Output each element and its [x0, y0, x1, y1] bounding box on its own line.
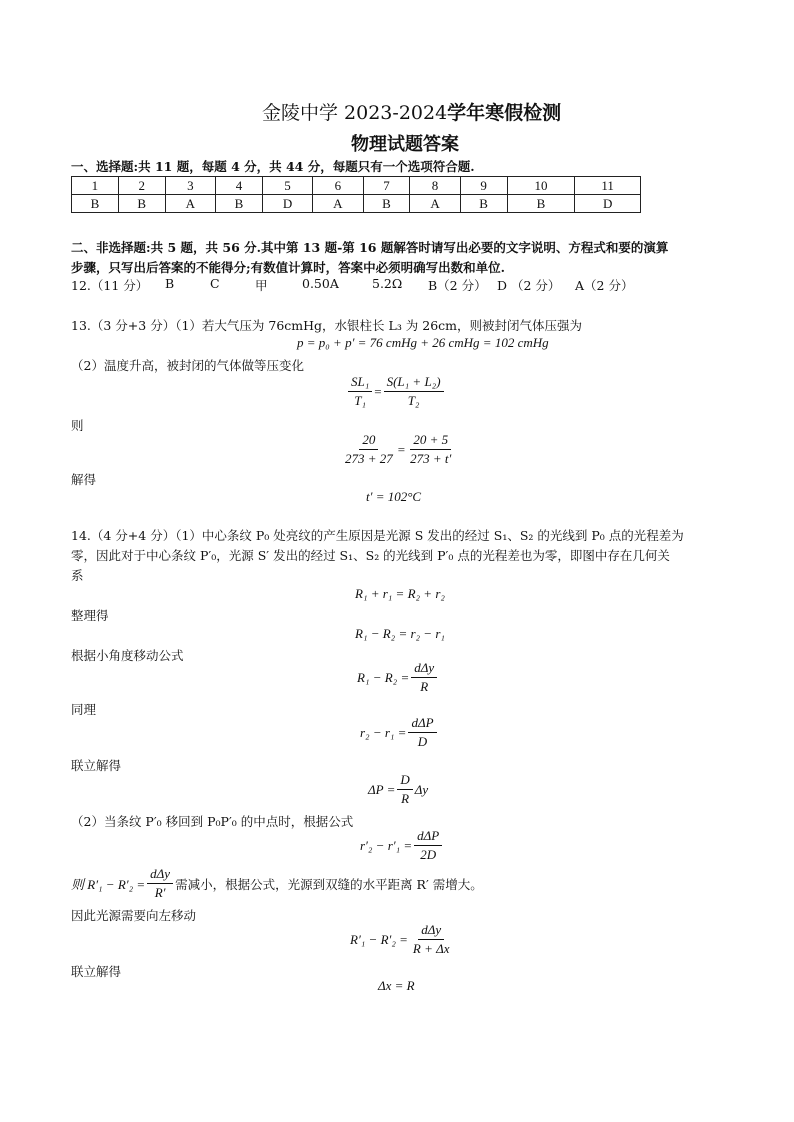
title-prefix: 金陵中学 2023-2024	[262, 102, 448, 124]
q14-small-angle: 根据小角度移动公式	[71, 648, 184, 663]
q13-eq2-rhs-den: T₂	[407, 393, 420, 408]
q13-eq3-rhs-den: 273 + t′	[410, 451, 452, 466]
q14-zhengli: 整理得	[71, 608, 109, 623]
q14-eq4-num: dΔP	[408, 715, 436, 733]
q14-eq4	[360, 715, 439, 750]
table-cell-number: 10	[507, 177, 575, 195]
q14-eq5	[368, 772, 428, 807]
table-cell-answer: A	[410, 195, 460, 213]
section2-heading-line2: 步骤，只写出后答案的不能得分;有数值计算时，答案中必须明确写出数和单位.	[71, 260, 505, 275]
table-cell-number: 1	[72, 177, 119, 195]
q12-answer: C	[210, 276, 220, 291]
q13-eq3-rhs-num: 20 + 5	[410, 432, 451, 450]
table-cell-answer: B	[118, 195, 165, 213]
q12-answer: 5.2Ω	[372, 276, 403, 291]
q13-eq2	[346, 374, 446, 409]
q14-eq6	[360, 828, 444, 863]
page-subtitle: 物理试题答案	[351, 134, 459, 155]
q12-answer: 甲	[255, 278, 268, 293]
q14-eq6-num: dΔP	[414, 828, 442, 846]
q13-eq3-lhs-num: 20	[359, 432, 378, 450]
table-cell-answer: B	[507, 195, 575, 213]
section2-heading-line1: 二、非选择题:共 5 题，共 56 分.其中第 13 题-第 16 题解答时请写出必要的文字说明、方程式和要的演算	[71, 240, 669, 255]
q14-eq5-den: R	[401, 791, 410, 806]
q14-eq5-rhs: Δy	[414, 781, 429, 797]
table-cell-number: 8	[410, 177, 460, 195]
table-cell-number: 7	[363, 177, 410, 195]
q14-eq7	[350, 922, 455, 957]
q13-eq4: t′ = 102°C	[366, 489, 422, 504]
q13-eq2-lhs-den: T₁	[354, 393, 366, 408]
page-title	[262, 98, 561, 125]
q14-eq6-den: 2D	[420, 847, 437, 862]
q13-eq2-rhs-num: S(L₁ + L₂)	[384, 374, 444, 392]
table-cell-number: 3	[165, 177, 215, 195]
equals-sign: =	[397, 441, 406, 457]
q14-line3: 系	[71, 568, 84, 583]
q14-then-post: 需减小，根据公式，光源到双缝的水平距离 R′ 需增大。	[175, 876, 483, 892]
q13-ze: 则	[71, 418, 84, 433]
equals-sign: =	[374, 383, 382, 399]
q12-answer: B（2 分）	[428, 278, 487, 293]
q14-line2: 零，因此对于中心条纹 P′₀，光源 S′ 发出的经过 S₁、S₂ 的光线到 P′₀ 点的光程差也为零，即图中存在几何关	[71, 548, 670, 563]
table-cell-number: 4	[216, 177, 263, 195]
q14-eq7-den: R + Δx	[412, 941, 450, 956]
q12-answer: B	[165, 276, 175, 291]
q13-eq1: p = p₀ + p′ = 76 cmHg + 26 cmHg = 102 cmHg	[297, 335, 549, 350]
table-cell-number: 2	[118, 177, 165, 195]
q14-eq5-lhs: ΔP =	[368, 781, 396, 797]
answer-table-answers-row	[72, 195, 641, 213]
q14-eq7-num: dΔy	[418, 922, 444, 940]
q13-line2: （2）温度升高，被封闭的气体做等压变化	[71, 358, 304, 373]
q13-eq2-lhs-num: SL₁	[348, 374, 372, 392]
q14-eq3-den: R	[420, 679, 429, 694]
q12-label: 12.（11 分）	[71, 278, 149, 293]
q14-then-num: dΔy	[147, 866, 173, 884]
q12-answer: 0.50A	[302, 276, 339, 291]
table-cell-answer: B	[363, 195, 410, 213]
q12-answer: D （2 分）	[497, 278, 561, 293]
section1-heading: 一、选择题:共 11 题，每题 4 分，共 44 分，每题只有一个选项符合题.	[71, 159, 475, 174]
table-cell-number: 6	[313, 177, 363, 195]
q14-then-pre: 则 R′₁ − R′₂ =	[71, 877, 146, 892]
q14-line1: 14.（4 分+4 分）（1）中心条纹 P₀ 处亮纹的产生原因是光源 S 发出的经过 S₁、S₂ 的光线到 P₀ 点的光程差为	[71, 528, 684, 543]
q14-eq4-den: D	[417, 734, 428, 749]
q14-left-move: 因此光源需要向左移动	[71, 908, 197, 923]
answer-table-numbers-row	[72, 177, 641, 195]
q13-jiede: 解得	[71, 472, 97, 487]
table-cell-answer: A	[165, 195, 215, 213]
q14-lianli: 联立解得	[71, 758, 122, 773]
q13-eq3-lhs-den: 273 + 27	[345, 451, 393, 466]
q14-eq8: Δx = R	[378, 978, 415, 993]
q14-then-den: R′	[154, 885, 166, 900]
title-suffix: 学年寒假检测	[447, 102, 562, 124]
q14-eq3-lhs: R₁ − R₂ =	[357, 669, 410, 685]
q14-eq5-num: D	[397, 772, 412, 790]
q14-eq6-lhs: r′₂ − r′₁ =	[360, 837, 413, 853]
q14-tongli: 同理	[71, 702, 97, 717]
q14-eq3-num: dΔy	[411, 660, 437, 678]
q13-eq3	[340, 432, 456, 467]
table-cell-answer: D	[575, 195, 641, 213]
q14-eq2: R₁ − R₂ = r₂ − r₁	[355, 626, 445, 641]
q14-then-line	[71, 866, 483, 901]
q12-answer: A（2 分）	[575, 278, 634, 293]
table-cell-answer: A	[313, 195, 363, 213]
q14-lianli2: 联立解得	[71, 964, 122, 979]
table-cell-answer: B	[72, 195, 119, 213]
q14-part2: （2）当条纹 P′₀ 移回到 P₀P′₀ 的中点时，根据公式	[71, 814, 354, 829]
table-cell-answer: B	[460, 195, 507, 213]
table-cell-number: 9	[460, 177, 507, 195]
q14-eq1: R₁ + r₁ = R₂ + r₂	[355, 586, 445, 601]
table-cell-number: 5	[262, 177, 312, 195]
q14-eq7-lhs: R′₁ − R′₂ =	[350, 931, 408, 947]
table-cell-answer: B	[216, 195, 263, 213]
q13-line1: 13.（3 分+3 分）（1）若大气压为 76cmHg，水银柱长 L₃ 为 26cm，则被封闭气体压强为	[71, 318, 583, 333]
q14-eq4-lhs: r₂ − r₁ =	[360, 724, 407, 740]
table-cell-answer: D	[262, 195, 312, 213]
table-cell-number: 11	[575, 177, 641, 195]
answer-table	[71, 176, 641, 213]
q14-eq3	[357, 660, 439, 695]
